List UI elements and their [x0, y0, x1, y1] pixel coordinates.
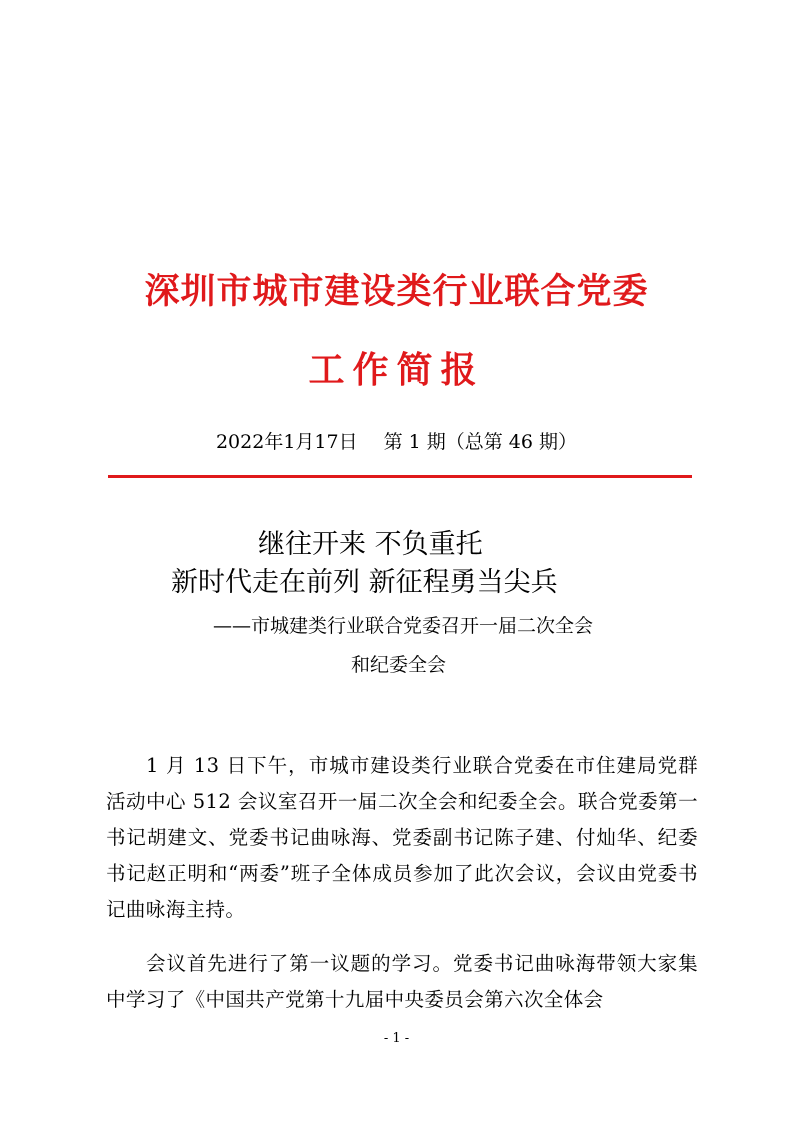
organization-title: 深圳市城市建设类行业联合党委 [144, 272, 649, 312]
bulletin-title: 工作简报 [308, 350, 485, 391]
article-subtitle-line-1: ——市城建类行业联合党委召开一届二次全会 [213, 615, 594, 637]
issue-line [0, 429, 793, 455]
issue-number: 第 1 期（总第 46 期） [383, 431, 578, 453]
header-divider [108, 475, 692, 478]
article-headline-line-1: 继往开来 不负重托 [258, 529, 483, 560]
page-number: - 1 - [383, 1031, 410, 1046]
body-paragraph: 1 月 13 日下午，市城市建设类行业联合党委在市住建局党群活动中心 512 会议室召开一届二次全会和纪委全会。联合党委第一书记胡建文、党委书记曲咏海、党委副书记陈子建、付灿华、纪委书记赵正明和“两委”班子全体成员参加了此次会议，会议由党委书记曲咏海主持。 [106, 753, 698, 921]
issue-date: 2022年1月17日 [215, 431, 358, 453]
article-headline-line-2: 新时代走在前列 新征程勇当尖兵 [171, 567, 558, 598]
article-subtitle-line-2: 和纪委全会 [351, 654, 447, 676]
body-paragraph: 会议首先进行了第一议题的学习。党委书记曲咏海带领大家集中学习了《中国共产党第十九届中央委员会第六次全体会 [106, 951, 698, 1011]
